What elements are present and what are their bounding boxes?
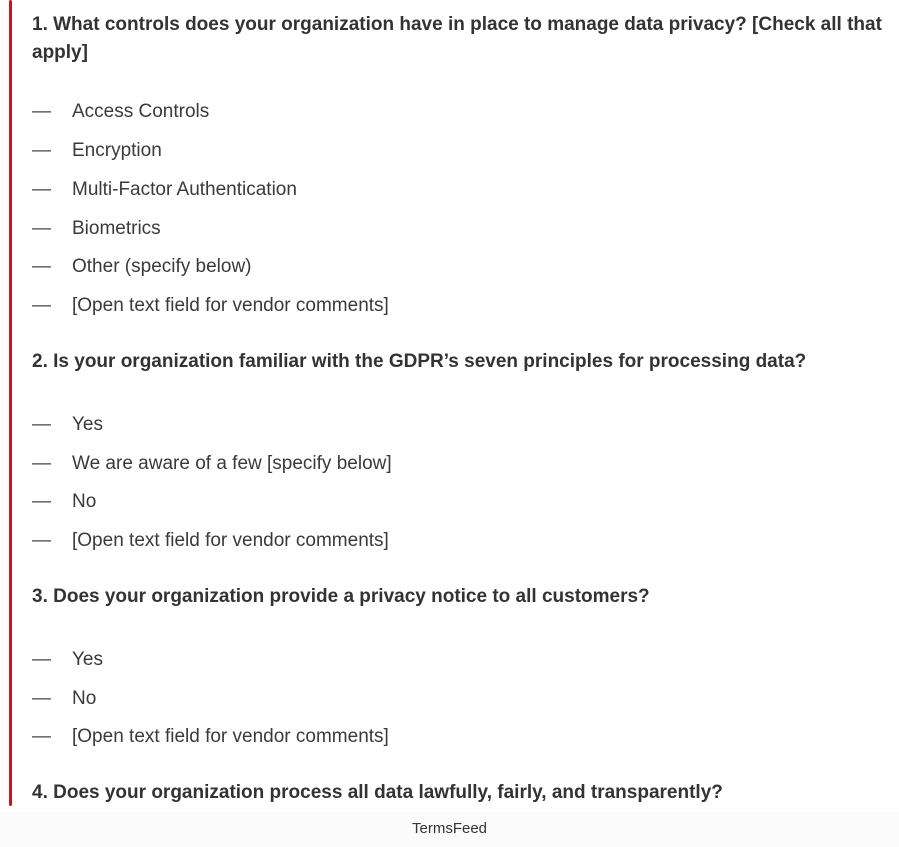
option-label: We are aware of a few [specify below] xyxy=(72,452,392,474)
dash-icon: — xyxy=(32,178,51,200)
dash-icon: — xyxy=(32,101,51,123)
question-3: 3. Does your organization provide a privacy notice to all customers? xyxy=(32,585,650,607)
option-label: Yes xyxy=(72,413,103,435)
question-4: 4. Does your organization process all data lawfully, fairly, and transparently? xyxy=(32,781,723,803)
dash-icon: — xyxy=(32,295,51,317)
list-item xyxy=(32,171,898,210)
option-label: No xyxy=(72,491,97,513)
blockquote-bar xyxy=(9,0,12,806)
dash-icon: — xyxy=(32,491,51,513)
dash-icon: — xyxy=(32,648,51,670)
list-item xyxy=(32,93,898,132)
option-label: [Open text field for vendor comments] xyxy=(72,295,389,317)
list-item xyxy=(32,483,898,522)
option-label: Other (specify below) xyxy=(72,256,252,278)
question-2: 2. Is your organization familiar with the GDPR’s seven principles for processing data? xyxy=(32,350,807,372)
list-item xyxy=(32,287,898,326)
option-label: [Open text field for vendor comments] xyxy=(72,726,389,748)
question-1-options xyxy=(32,93,898,326)
list-item xyxy=(32,718,898,757)
list-item xyxy=(32,444,898,483)
dash-icon: — xyxy=(32,726,51,748)
list-item xyxy=(32,132,898,171)
list-item xyxy=(32,641,898,680)
footer-brand: TermsFeed xyxy=(411,820,488,837)
dash-icon: — xyxy=(32,687,51,709)
list-item xyxy=(32,209,898,248)
dash-icon: — xyxy=(32,217,51,239)
dash-icon: — xyxy=(32,140,51,162)
option-label: Encryption xyxy=(72,140,162,162)
option-label: Biometrics xyxy=(72,217,161,239)
questionnaire xyxy=(32,0,898,807)
dash-icon: — xyxy=(32,256,51,278)
dash-icon: — xyxy=(32,530,51,552)
dash-icon: — xyxy=(32,452,51,474)
dash-icon: — xyxy=(32,413,51,435)
option-label: No xyxy=(72,687,97,709)
list-item xyxy=(32,406,898,445)
question-3-options xyxy=(32,641,898,757)
option-label: Multi-Factor Authentication xyxy=(72,178,297,200)
question-2-options xyxy=(32,406,898,561)
list-item xyxy=(32,248,898,287)
option-label: Access Controls xyxy=(72,101,210,123)
option-label: Yes xyxy=(72,648,103,670)
footer-bar xyxy=(0,812,899,847)
list-item xyxy=(32,522,898,561)
list-item xyxy=(32,679,898,718)
question-1: 1. What controls does your organization have in place to manage data privacy? [Check all that apply] xyxy=(32,14,882,63)
option-label: [Open text field for vendor comments] xyxy=(72,530,389,552)
